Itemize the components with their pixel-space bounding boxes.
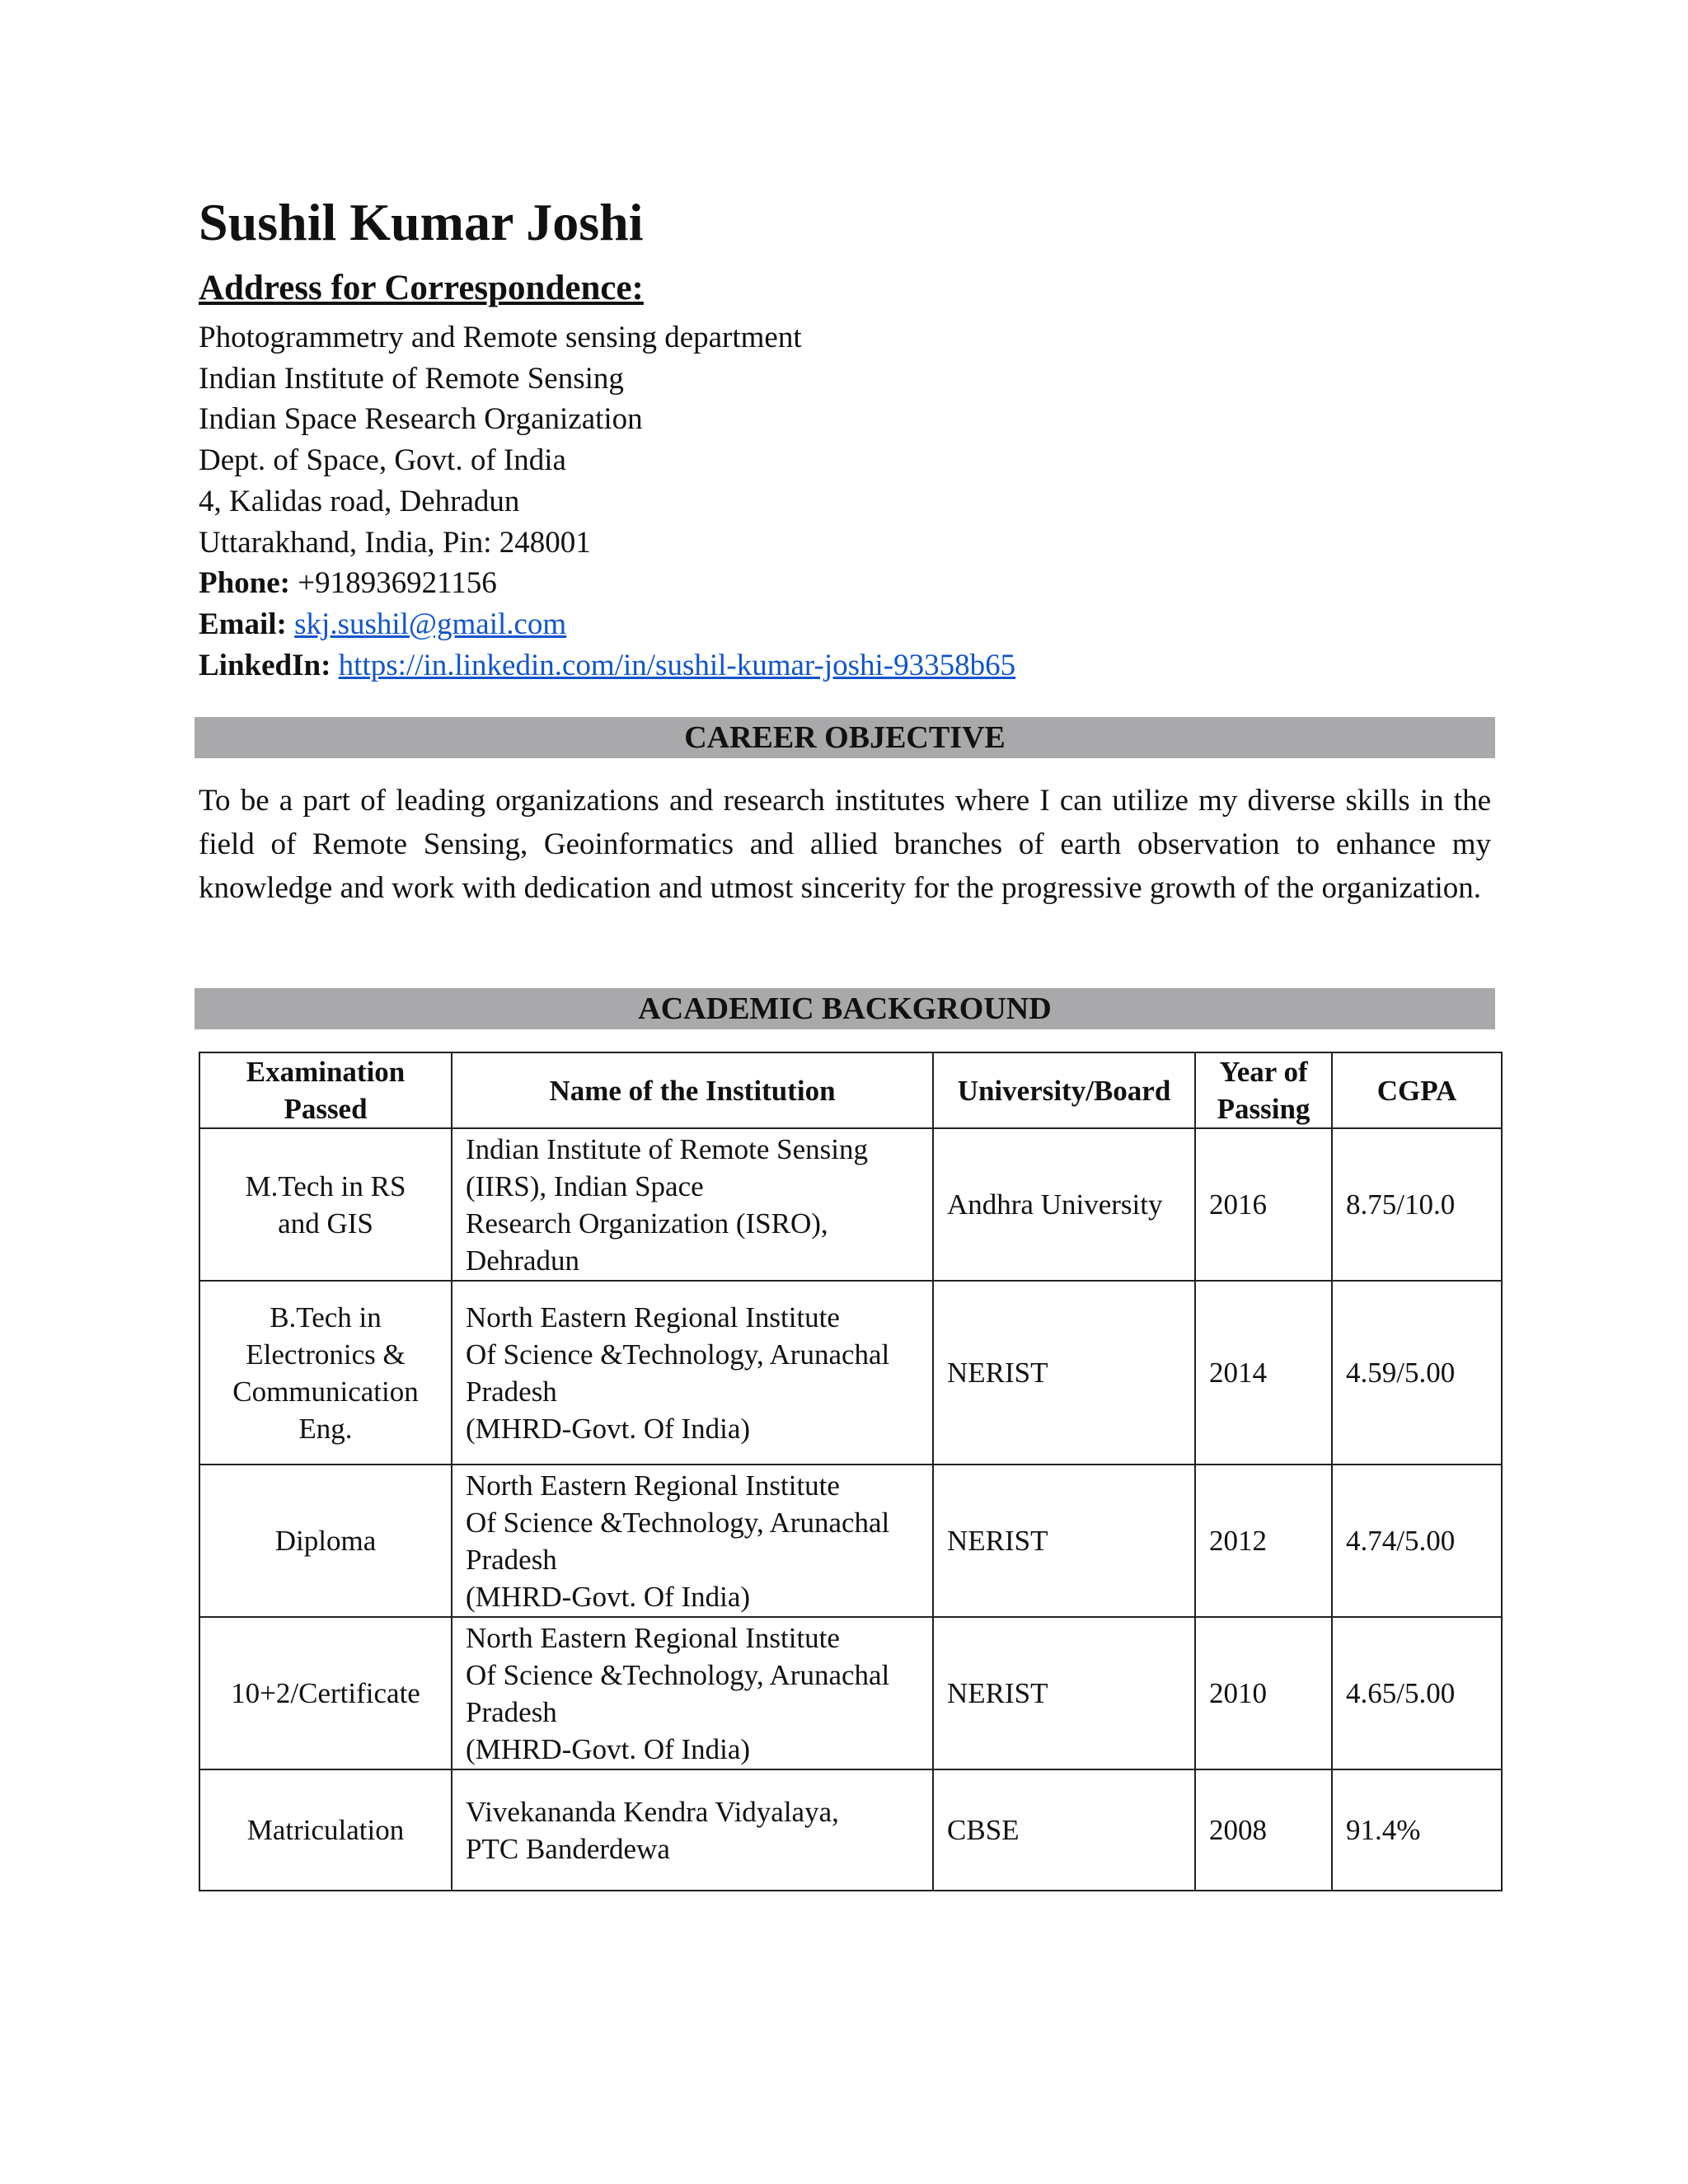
cell-cgpa: 8.75/10.0: [1332, 1128, 1502, 1281]
cell-exam: M.Tech in RS and GIS: [199, 1128, 452, 1281]
table-row: [199, 1465, 1502, 1617]
candidate-name: Sushil Kumar Joshi: [199, 193, 644, 251]
career-objective-text: To be a part of leading organizations and research institutes where I can utilize my diverse skills in the field of Remote Sensing, Geoinformatics and allied branches of earth observation to enhance my knowledge and work with dedication and utmost sincerity for the progressive growth of the organization.: [199, 784, 1491, 905]
phone-label: Phone:: [199, 566, 290, 601]
cell-cgpa: 91.4%: [1332, 1769, 1502, 1891]
cell-board: NERIST: [933, 1465, 1195, 1617]
address-line: Indian Institute of Remote Sensing: [199, 361, 624, 396]
cell-board: NERIST: [933, 1617, 1195, 1769]
cell-exam: Diploma: [199, 1465, 452, 1617]
cell-year: 2012: [1195, 1465, 1332, 1617]
address-line: Photogrammetry and Remote sensing department: [199, 321, 802, 354]
cell-institution: Indian Institute of Remote Sensing (IIRS), Indian Space Research Organization (ISRO), Dehradun: [452, 1128, 933, 1281]
email-row: [199, 604, 1015, 645]
address-block: [199, 317, 1015, 686]
cell-board: NERIST: [933, 1281, 1195, 1465]
column-header-exam: Examination Passed: [199, 1052, 452, 1128]
column-header-institution: Name of the Institution: [452, 1052, 933, 1128]
linkedin-label: LinkedIn:: [199, 648, 331, 682]
table-row: [199, 1617, 1502, 1769]
cell-year: 2016: [1195, 1128, 1332, 1281]
table-row: [199, 1281, 1502, 1465]
cell-institution: North Eastern Regional Institute Of Science &Technology, Arunachal Pradesh (MHRD-Govt. Of India): [452, 1465, 933, 1617]
cell-cgpa: 4.59/5.00: [1332, 1281, 1502, 1465]
academic-table: [199, 1052, 1503, 1891]
cell-year: 2008: [1195, 1769, 1332, 1891]
cell-board: Andhra University: [933, 1128, 1195, 1281]
table-header-row: [199, 1052, 1502, 1128]
cell-exam: Matriculation: [199, 1769, 452, 1891]
column-header-cgpa: CGPA: [1332, 1052, 1502, 1128]
cell-cgpa: 4.65/5.00: [1332, 1617, 1502, 1769]
cell-institution: Vivekananda Kendra Vidyalaya, PTC Banderdewa: [452, 1769, 933, 1891]
cell-cgpa: 4.74/5.00: [1332, 1465, 1502, 1617]
career-objective-heading: CAREER OBJECTIVE: [195, 717, 1495, 758]
email-link[interactable]: skj.sushil@gmail.com: [294, 607, 567, 641]
table-row: [199, 1769, 1502, 1891]
address-line: 4, Kalidas road, Dehradun: [199, 484, 520, 518]
cell-year: 2014: [1195, 1281, 1332, 1465]
phone-row: [199, 563, 1015, 604]
cell-board: CBSE: [933, 1769, 1195, 1891]
phone-value: +918936921156: [298, 566, 497, 601]
email-label: Email:: [199, 607, 287, 641]
linkedin-row: [199, 645, 1015, 687]
academic-background-heading: ACADEMIC BACKGROUND: [195, 988, 1495, 1029]
cell-institution: North Eastern Regional Institute Of Science &Technology, Arunachal Pradesh (MHRD-Govt. Of India): [452, 1617, 933, 1769]
column-header-year: Year of Passing: [1195, 1052, 1332, 1128]
cell-institution: North Eastern Regional Institute Of Science &Technology, Arunachal Pradesh (MHRD-Govt. Of India): [452, 1281, 933, 1465]
address-line: Dept. of Space, Govt. of India: [199, 443, 566, 478]
cell-year: 2010: [1195, 1617, 1332, 1769]
address-line: Indian Space Research Organization: [199, 402, 643, 437]
table-row: [199, 1128, 1502, 1281]
address-heading: Address for Correspondence:: [199, 269, 644, 307]
column-header-board: University/Board: [933, 1052, 1195, 1128]
cell-exam: B.Tech in Electronics & Communication Eng.: [199, 1281, 452, 1465]
linkedin-link[interactable]: https://in.linkedin.com/in/sushil-kumar-joshi-93358b65: [338, 648, 1016, 682]
cell-exam: 10+2/Certificate: [199, 1617, 452, 1769]
address-line: Uttarakhand, India, Pin: 248001: [199, 525, 591, 560]
